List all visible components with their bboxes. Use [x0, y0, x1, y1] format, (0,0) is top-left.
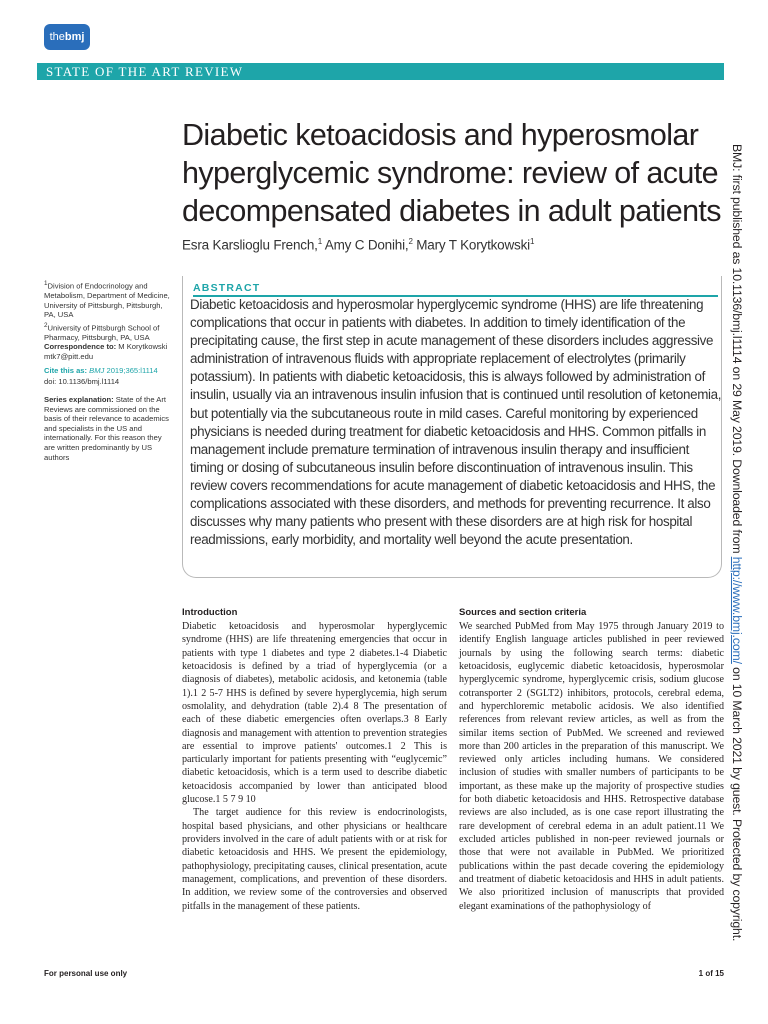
introduction-heading: Introduction: [182, 607, 238, 618]
footer-personal-use: For personal use only: [44, 969, 128, 978]
author-affiliation-mark: 1: [529, 237, 535, 246]
cite-text: 2019;365:l1114: [104, 366, 158, 375]
affiliation-text: University of Pittsburgh School of Pharmacy, Pittsburgh, PA, USA: [44, 323, 160, 343]
author-name: Esra Karslioglu French,: [182, 237, 318, 253]
abstract-text: Diabetic ketoacidosis and hyperosmolar hyperglycemic syndrome (HHS) are life threatening complications that occur in patients with diabetes. In addition to timely identification of the precipitating cause, the first step in acute management of these disorders includes aggressive administration of intravenous fluids with appropriate replacement of electrolytes (primarily potassium). In patients with diabetic ketoacidosis, this is always followed by administration of insulin, usually via an intravenous insulin infusion that is continued until resolution of ketonemia, but potentially via the subcutaneous route in mild cases. Careful monitoring by experienced physicians is needed during treatment for diabetic ketoacidosis and HHS. Common pitfalls in management include premature termination of intravenous insulin therapy and insufficient timing or dosing of subcutaneous insulin before discontinuation of intravenous insulin. This review covers recommendations for acute management of diabetic ketoacidosis and HHS, the complications associated with these disorders, and methods for preventing recurrence. It also discusses why many patients who present with these disorders are at high risk for hospital readmissions, early morbidity, and mortality well beyond the acute presentation.: [190, 297, 722, 548]
author-affiliation-mark: 2: [408, 237, 413, 246]
correspondence: [44, 342, 170, 361]
affiliation-2: [44, 321, 170, 343]
series-text: State of the Art Reviews are commissioned on the basis of their relevance to academics and specialists in the US and internationally. For this reason they are written predominantly by US authors: [44, 395, 169, 462]
section-label: STATE OF THE ART REVIEW: [46, 64, 244, 79]
series-explanation: [44, 395, 170, 462]
section-band: [37, 63, 724, 80]
correspondence-label: Correspondence to:: [44, 342, 117, 351]
correspondence-text[interactable]: M Korytkowski mtk7@pitt.edu: [44, 342, 168, 361]
side-banner-text: BMJ: first published as 10.1136/bmj.l1114 on 29 May 2019. Downloaded from: [730, 144, 744, 557]
author-list: [182, 237, 702, 253]
sources-paragraph: We searched PubMed from May 1975 through January 2019 to identify English language articles published in peer reviewed journals by using the following search terms: diabetic ketoacidosis, euglycemic diabetic ketoacidosis, hyperosmolar hyperglycemic syndrome, hyperglycemic crisis, sodium glucose cotransporter 2 (SGLT2) inhibitors, protocols, cerebral edema, and hyperchloremic metabolic acidosis. We also identified references from relevant review articles, as well as from the similar items section of PubMed. We screened and reviewed more than 200 articles in the preparation of this manuscript. We reviewed only articles including humans. We considered inclusion of studies with smaller numbers of participants to be important, as these make up the majority of prospective studies for both diabetic ketoacidosis and HHS. Retrospective database reviews are also included, as is one case report illustrating the rare development of cerebral edema in an adult patient.11 We excluded articles published in non-peer reviewed journals or those that were not available in PubMed. We prioritized publications within the past decade covering the epidemiology and treatment of diabetic ketoacidosis and HHS in adult patients. We also prioritized inclusion of manuscripts that provided elegant examinations of the pathophysiology of: [459, 621, 724, 912]
affiliation-number: 2: [44, 322, 48, 329]
author-name: Amy C Donihi,: [321, 237, 409, 253]
citation: [44, 366, 170, 376]
abstract-heading: ABSTRACT: [193, 282, 261, 294]
sources-column: [459, 606, 724, 913]
doi[interactable]: doi: 10.1136/bmj.l1114: [44, 377, 120, 386]
side-banner: [729, 144, 745, 942]
article-title: Diabetic ketoacidosis and hyperosmolar hyperglycemic syndrome: review of acute decompensated diabetes in adult patients: [182, 118, 721, 228]
introduction-paragraph: The target audience for this review is endocrinologists, hospital based physicians, and other physicians or healthcare providers involved in the care of adult patients with or at risk for diabetic ketoacidosis and HHS. We present the epidemiology, pathophysiology, precipitating causes, clinical presentation, acute management, complications, and prevention of these disorders. In addition, we review some of the controversies and observed pitfalls in the management of these patients.: [182, 807, 447, 912]
cite-label: Cite this as:: [44, 366, 88, 375]
series-label: Series explanation:: [44, 395, 114, 404]
author-name: Mary T Korytkowski: [412, 237, 530, 253]
affiliation-1: [44, 279, 170, 320]
page-number: 1 of 15: [698, 969, 724, 978]
sources-heading: Sources and section criteria: [459, 607, 587, 618]
bmj-website-link[interactable]: http://www.bmj.com/: [730, 556, 744, 664]
author-affiliation-mark: 1: [317, 237, 322, 246]
affiliation-text: Division of Endocrinology and Metabolism, Department of Medicine, University of Pittsburgh, Pittsburgh, PA, USA: [44, 281, 170, 320]
side-banner-text: on 10 March 2021 by guest. Protected by copyright.: [730, 663, 744, 942]
logo-text-light: the: [49, 31, 65, 43]
logo-text-bold: bmj: [64, 31, 85, 43]
introduction-paragraph: Diabetic ketoacidosis and hyperosmolar hyperglycemic syndrome (HHS) are life threatening emergencies that occur in patients with type 1 diabetes and type 2 diabetes.1-4 Diabetic ketoacidosis is defined by a triad of hyperglycemia (or a diagnosis of diabetes), metabolic acidosis, and ketonemia (table 1).1 2 5-7 HHS is defined by severe hyperglycemia, high serum osmolality, and dehydration (table 2).4 8 The presentation of each of these diabetic emergencies often overlaps.3 8 Early diagnosis and management with attention to prevention strategies are essential to improve patients' outcomes.1 2 This is particularly important for patients presenting with “euglycemic” diabetic ketoacidosis, which is a term used to describe diabetic ketoacidosis accompanied by lower than anticipated blood glucose.1 5 7 9 10: [182, 621, 447, 806]
cite-journal: BMJ: [87, 366, 105, 375]
introduction-column: [182, 606, 447, 913]
affiliation-number: 1: [44, 280, 48, 287]
bmj-logo[interactable]: [44, 24, 90, 50]
